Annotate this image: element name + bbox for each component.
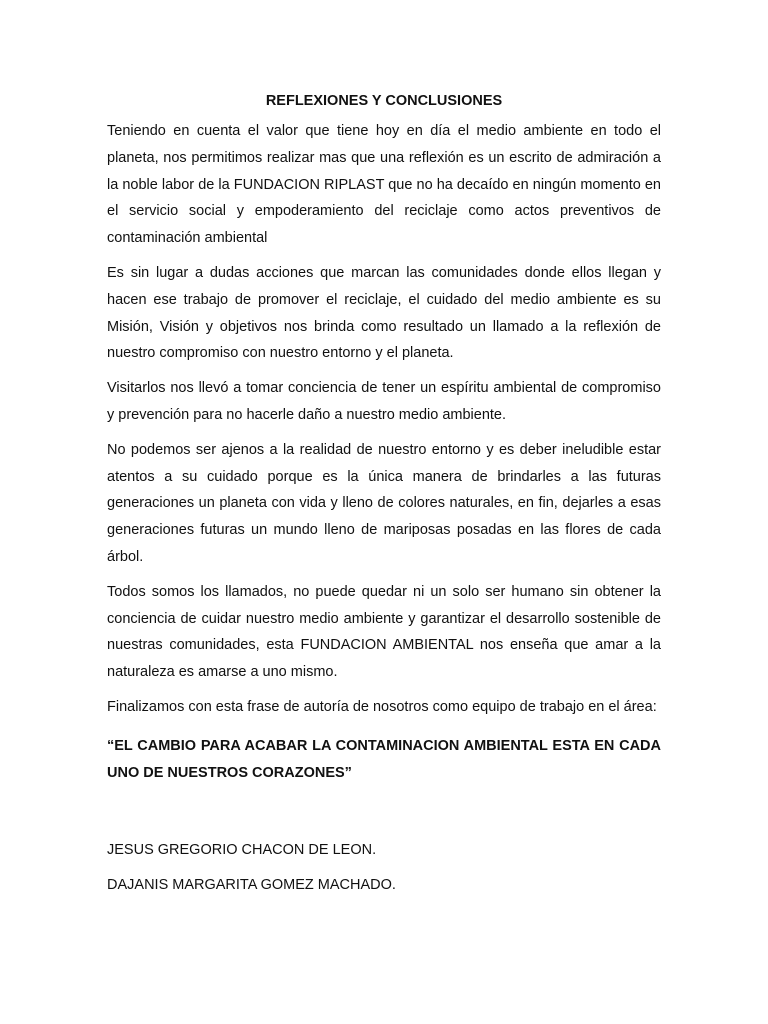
paragraph-environment: No podemos ser ajenos a la realidad de nuestro entorno y es deber ineludible estar atentos a su cuidado porque es la única manera de brindarles a las futuras generaciones un planeta con vida y lleno de colores naturales, en fin, dejarles a esas generaciones futuras un mundo lleno de mariposas posadas en las flores de cada árbol. (107, 441, 661, 565)
paragraph-call: Todos somos los llamados, no puede quedar ni un solo ser humano sin obtener la conciencia de cuidar nuestro medio ambiente y garantizar el desarrollo sostenible de nuestras comunidades, esta FUNDACION AMBIENTAL nos enseña que amar a la naturaleza es amarse a uno mismo. (107, 583, 661, 681)
signatures-block (107, 839, 661, 896)
closing-quote: “EL CAMBIO PARA ACABAR LA CONTAMINACION AMBIENTAL ESTA EN CADA UNO DE NUESTROS CORAZONES” (107, 737, 661, 781)
paragraph-intro: Teniendo en cuenta el valor que tiene hoy en día el medio ambiente en todo el planeta, nos permitimos realizar mas que una reflexión es un escrito de admiración a la noble labor de la FUNDACION RIPLAST que no ha decaído en ningún momento en el servicio social y empoderamiento del reciclaje como actos preventivos de contaminación ambiental (107, 123, 661, 247)
document-page (107, 90, 661, 909)
paragraph-actions: Es sin lugar a dudas acciones que marcan las comunidades donde ellos llegan y hacen ese trabajo de promover el reciclaje, el cuidado del medio ambiente es su Misión, Visión y objetivos nos brinda como resultado un llamado a la reflexión de nuestro compromiso con nuestro entorno y el planeta. (107, 264, 661, 362)
paragraph-closing: Finalizamos con esta frase de autoría de nosotros como equipo de trabajo en el área: (107, 698, 657, 715)
document-title: REFLEXIONES Y CONCLUSIONES (265, 93, 503, 109)
signature-author-1: JESUS GREGORIO CHACON DE LEON. (107, 841, 377, 858)
signature-author-2: DAJANIS MARGARITA GOMEZ MACHADO. (107, 876, 396, 893)
paragraph-visit: Visitarlos nos llevó a tomar conciencia de tener un espíritu ambiental de compromiso y prevención para no hacerle daño a nuestro medio ambiente. (107, 380, 661, 423)
